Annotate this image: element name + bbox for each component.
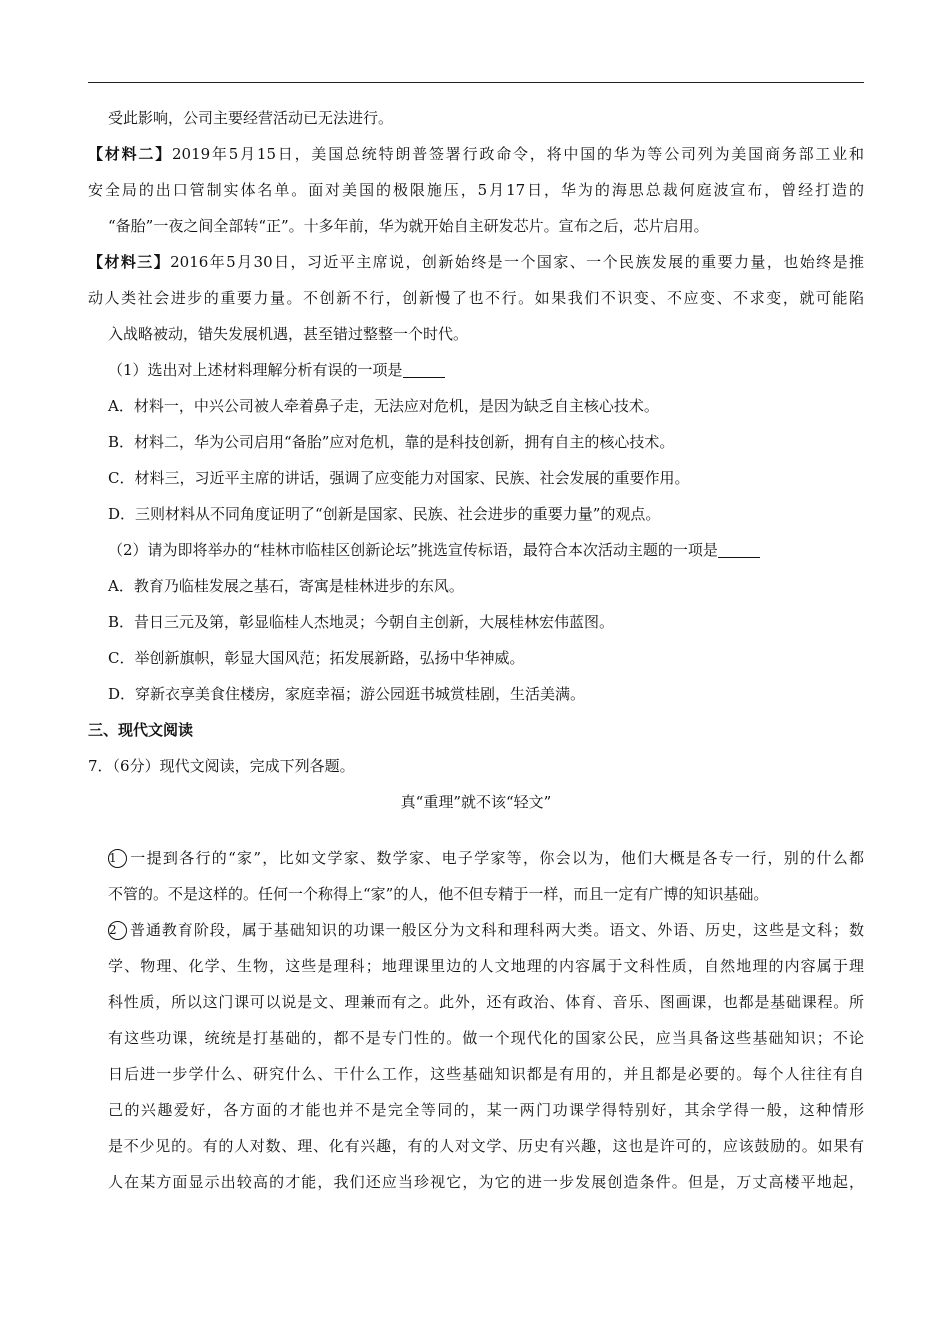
passage-p1-line-1: 1 一提到各行的“家”，比如文学家、数学家、电子学家等，你会以为，他们大概是各专一行，别的什么都 xyxy=(109,849,864,867)
q2-option-a: A．教育乃临桂发展之基石，寄寓是桂林进步的东风。 xyxy=(108,577,464,595)
spacer xyxy=(88,820,864,840)
q1-option-d: D．三则材料从不同角度证明了“创新是国家、民族、社会进步的重要力量”的观点。 xyxy=(108,505,661,523)
passage-p2-line-5: 日后进一步学什么、研究什么、干什么工作，这些基础知识都是有用的，并且都是必要的。每个人往往有自 xyxy=(108,1065,864,1083)
header-rule xyxy=(88,82,864,83)
question-2-stem: （2）请为即将举办的“桂林市临桂区创新论坛”挑选宣传标语，最符合本次活动主题的一项是 xyxy=(88,532,864,568)
passage-p2-line-4: 有这些功课，统统是打基础的，都不是专门性的。做一个现代化的国家公民，应当具备这些基础知识；不论 xyxy=(108,1029,864,1047)
passage-p1-line-2: 不管的。不是这样的。任何一个称得上“家”的人，他不但专精于一样，而且一定有广博的知识基础。 xyxy=(108,885,769,903)
material3-line-2: 动人类社会进步的重要力量。不创新不行，创新慢了也不行。如果我们不识变、不应变、不求变，就可能陷 xyxy=(88,289,864,307)
passage-p2-line-2: 学、物理、化学、生物，这些是理科；地理课里边的人文地理的内容属于文科性质，自然地理的内容属于理 xyxy=(108,957,864,975)
paragraph-number-2: 2 xyxy=(108,921,127,940)
passage-p2-line-7: 是不少见的。有的人对数、理、化有兴趣，有的人对文学、历史有兴趣，这也是许可的，应该鼓励的。如果有 xyxy=(108,1137,864,1155)
question-1-stem: （1）选出对上述材料理解分析有误的一项是 xyxy=(88,352,864,388)
passage-title: 真“重理”就不该“轻文” xyxy=(400,793,552,811)
intro-line: 受此影响，公司主要经营活动已无法进行。 xyxy=(108,109,394,127)
answer-blank xyxy=(403,359,445,378)
q2-option-d: D．穿新衣享美食住楼房，家庭幸福；游公园逛书城赏桂剧，生活美满。 xyxy=(108,685,586,703)
q2-option-b: B．昔日三元及第，彰显临桂人杰地灵；今朝自主创新，大展桂林宏伟蓝图。 xyxy=(108,613,615,631)
question-7-intro: 7．（6分）现代文阅读，完成下列各题。 xyxy=(88,757,355,775)
passage-p2-line-6: 己的兴趣爱好，各方面的才能也并不是完全等同的，某一两门功课学得特别好，其余学得一般，这种情形 xyxy=(108,1101,864,1119)
page-content xyxy=(88,100,864,1200)
q1-option-b: B．材料二，华为公司启用“备胎”应对危机，靠的是科技创新，拥有自主的核心技术。 xyxy=(108,433,675,451)
passage-p2-line-8: 人在某方面显示出较高的才能，我们还应当珍视它，为它的进一步发展创造条件。但是，万丈高楼平地起， xyxy=(108,1173,864,1191)
passage-p2-line-1: 2 普通教育阶段，属于基础知识的功课一般区分为文科和理科两大类。语文、外语、历史，这些是文科；数 xyxy=(109,921,864,939)
material2-label: 【材料二】 xyxy=(88,145,172,163)
answer-blank xyxy=(718,539,760,558)
passage-p2-line-3: 科性质，所以这门课可以说是文、理兼而有之。此外，还有政治、体育、音乐、图画课，也都是基础课程。所 xyxy=(108,993,864,1011)
material3-label: 【材料三】 xyxy=(88,253,171,271)
material2-line-1: 【材料二】2019年5月15日，美国总统特朗普签署行政命令，将中国的华为等公司列为美国商务部工业和 xyxy=(88,145,864,163)
q1-option-a: A．材料一，中兴公司被人牵着鼻子走，无法应对危机，是因为缺乏自主核心技术。 xyxy=(108,397,659,415)
material2-line-2: 安全局的出口管制实体名单。面对美国的极限施压，5月17日，华为的海思总裁何庭波宣布，曾经打造的 xyxy=(88,181,864,199)
paragraph-number-1: 1 xyxy=(108,849,127,868)
material2-line-3: “备胎”一夜之间全部转“正”。十多年前，华为就开始自主研发芯片。宣布之后，芯片启用。 xyxy=(108,217,709,235)
q2-option-c: C．举创新旗帜，彰显大国风范；拓发展新路，弘扬中华神威。 xyxy=(108,649,525,667)
q1-option-c: C．材料三，习近平主席的讲话，强调了应变能力对国家、民族、社会发展的重要作用。 xyxy=(108,469,690,487)
material3-line-1: 【材料三】2016年5月30日，习近平主席说，创新始终是一个国家、一个民族发展的重要力量，也始终是推 xyxy=(88,253,864,271)
material3-line-3: 入战略被动，错失发展机遇，甚至错过整整一个时代。 xyxy=(108,325,469,343)
section-heading: 三、现代文阅读 xyxy=(88,721,194,739)
